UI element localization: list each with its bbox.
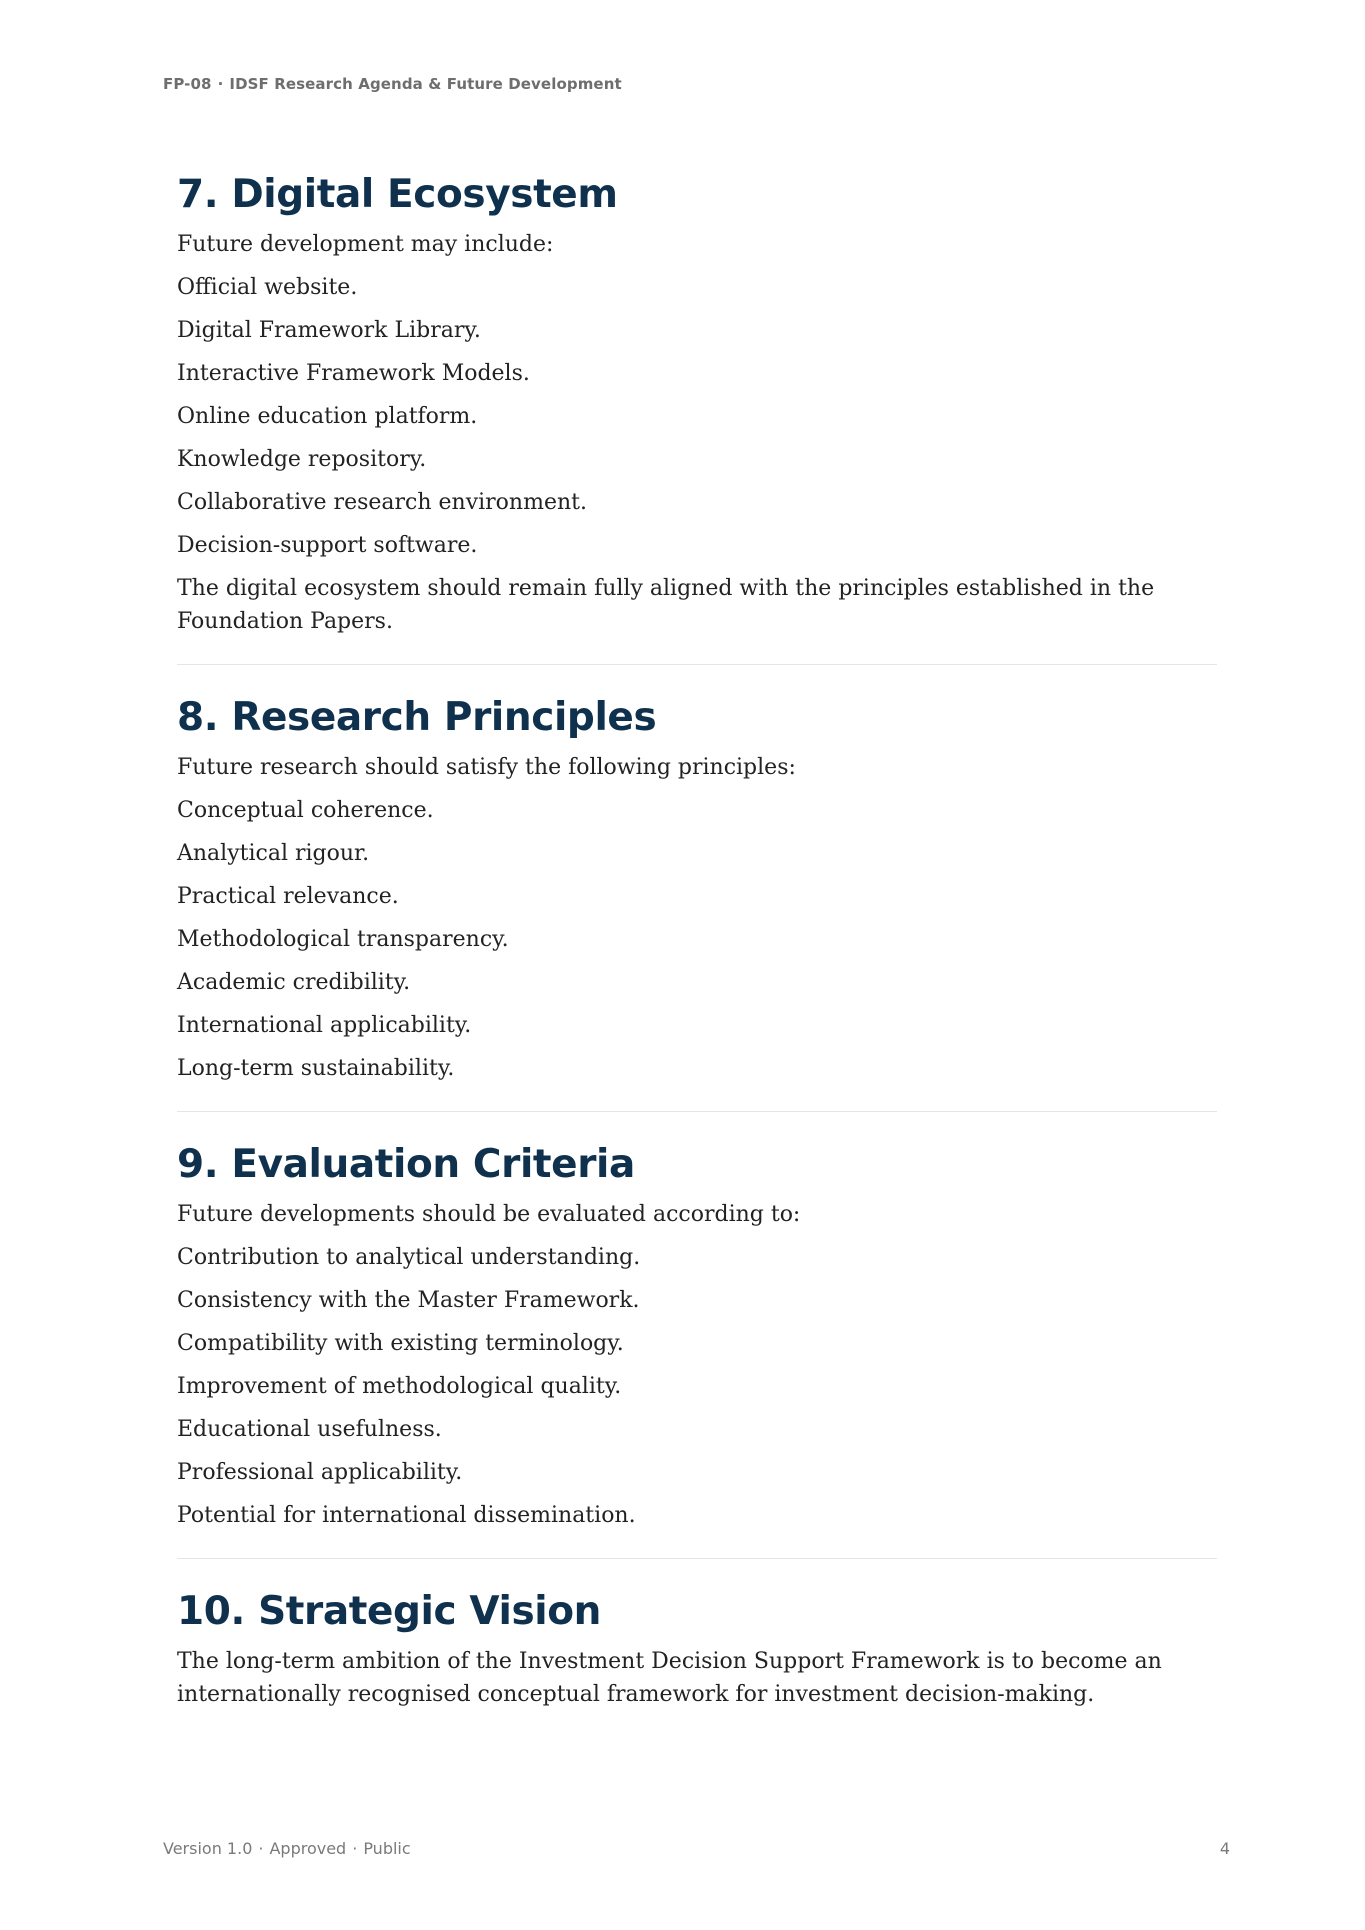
section-heading: 8. Research Principles — [177, 695, 657, 740]
status-label: Approved — [269, 1839, 347, 1858]
section-heading: 7. Digital Ecosystem — [177, 172, 618, 217]
page-content — [177, 168, 1217, 1737]
document-title: IDSF Research Agenda & Future Development — [229, 75, 622, 93]
list-item: Digital Framework Library. — [177, 318, 481, 343]
list-item: International applicability. — [177, 1013, 472, 1038]
list-item: Conceptual coherence. — [177, 798, 434, 823]
list-item: Compatibility with existing terminology. — [177, 1331, 624, 1356]
section-research-principles — [177, 691, 1217, 1112]
section-intro: Future developments should be evaluated according to: — [177, 1202, 801, 1227]
list-item: Knowledge repository. — [177, 447, 427, 472]
page-number: 4 — [1219, 1839, 1230, 1858]
page-footer — [163, 1839, 411, 1858]
list-item: Official website. — [177, 275, 358, 300]
list-item: Methodological transparency. — [177, 927, 509, 952]
section-intro: Future development may include: — [177, 232, 554, 257]
list-item: Analytical rigour. — [177, 841, 370, 866]
list-item: Professional applicability. — [177, 1460, 463, 1485]
version-label: Version 1.0 — [163, 1839, 253, 1858]
section-heading: 10. Strategic Vision — [177, 1589, 602, 1634]
header-separator: · — [217, 75, 224, 93]
list-item: Decision-support software. — [177, 533, 478, 558]
section-strategic-vision — [177, 1585, 1217, 1737]
list-item: Long-term sustainability. — [177, 1056, 455, 1081]
section-paragraph: The long-term ambition of the Investment Decision Support Framework is to become an internationally recognised conceptual framework for investment decision-making. — [177, 1649, 1162, 1707]
section-digital-ecosystem — [177, 168, 1217, 665]
section-heading: 9. Evaluation Criteria — [177, 1142, 635, 1187]
list-item: Contribution to analytical understanding. — [177, 1245, 641, 1270]
footer-separator: · — [258, 1839, 264, 1858]
list-item: Academic credibility. — [177, 970, 411, 995]
visibility-label: Public — [363, 1839, 411, 1858]
list-item: Improvement of methodological quality. — [177, 1374, 622, 1399]
list-item: Consistency with the Master Framework. — [177, 1288, 640, 1313]
section-closing-paragraph: The digital ecosystem should remain fully aligned with the principles established in the Foundation Papers. — [177, 576, 1155, 634]
list-item: Online education platform. — [177, 404, 478, 429]
footer-separator: · — [352, 1839, 358, 1858]
document-code: FP-08 — [163, 75, 212, 93]
running-header — [163, 75, 622, 93]
list-item: Educational usefulness. — [177, 1417, 442, 1442]
list-item: Practical relevance. — [177, 884, 399, 909]
list-item: Interactive Framework Models. — [177, 361, 530, 386]
list-item: Collaborative research environment. — [177, 490, 587, 515]
section-intro: Future research should satisfy the following principles: — [177, 755, 796, 780]
section-evaluation-criteria — [177, 1138, 1217, 1559]
list-item: Potential for international dissemination. — [177, 1503, 636, 1528]
